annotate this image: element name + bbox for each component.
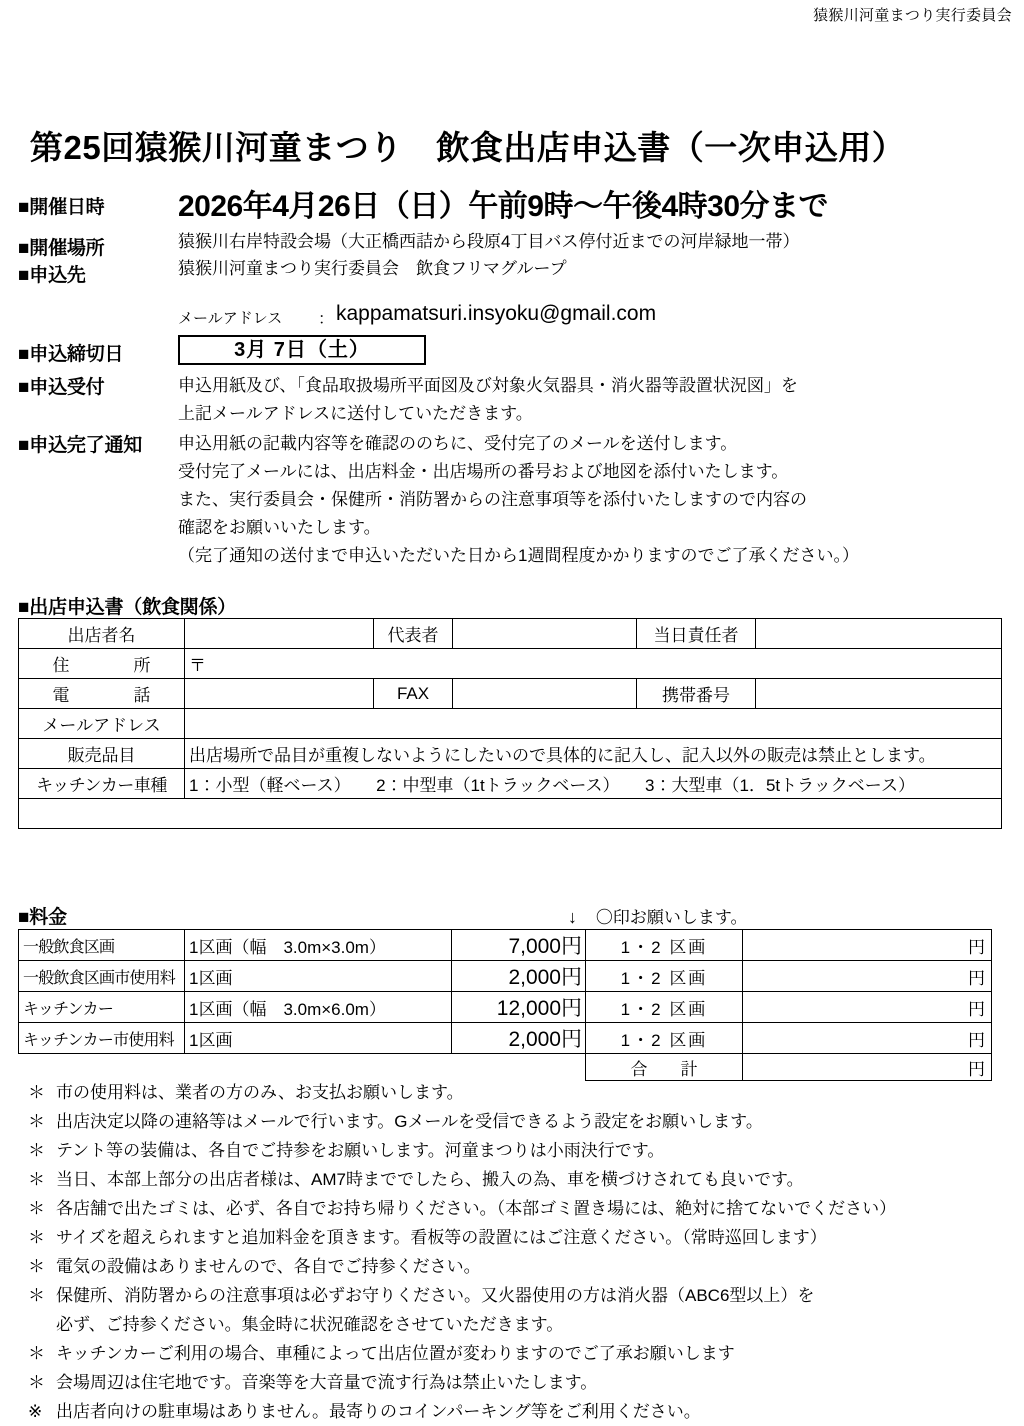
fee-table xyxy=(18,929,992,1081)
info-row-completion-notice xyxy=(18,430,1008,570)
fee-unit-2: 1区画（幅 3.0m×6.0m） xyxy=(185,992,452,1023)
table-row-items xyxy=(19,739,1002,769)
table-row-name xyxy=(19,619,1002,649)
field-address[interactable]: 〒 xyxy=(185,649,1002,679)
field-shop-name[interactable] xyxy=(185,619,374,649)
list-item xyxy=(18,1165,1008,1194)
field-day-responsible[interactable] xyxy=(756,619,1002,649)
info-row-email xyxy=(18,304,1008,328)
info-row-datetime xyxy=(18,192,1008,222)
fee-name-1: 一般飲食区画市使用料 xyxy=(19,961,185,992)
note-text: 各店舗で出たゴミは、必ず、各自でお持ち帰りください。（本部ゴミ置き場には、絶対に捨てないでください） xyxy=(56,1199,897,1218)
spacer-cell-a xyxy=(19,1054,185,1081)
fee-unit-1: 1区画 xyxy=(185,961,452,992)
fee-name-0: 一般飲食区画 xyxy=(19,930,185,961)
fee-amount-3[interactable]: 円 xyxy=(743,1023,992,1054)
deadline-label: ■申込締切日 xyxy=(18,344,124,365)
list-item xyxy=(18,1397,1008,1426)
email-address[interactable]: kappamatsuri.insyoku@gmail.com xyxy=(336,302,657,325)
reception-line-2: 上記メールアドレスに送付していただきます。 xyxy=(178,404,533,423)
info-row-deadline xyxy=(18,339,1008,363)
bullet-icon: ＊ xyxy=(28,1112,45,1131)
note-text: 電気の設備はありませんので、各自でご持参ください。 xyxy=(56,1257,481,1276)
cell-fax-label: FAX xyxy=(374,679,453,709)
list-item xyxy=(18,1078,1008,1107)
field-kitchencar-type[interactable]: 1：小型（軽ベース） 2：中型車（1tトラックベース） 3：大型車（1．5tトラックベース） xyxy=(185,769,1002,799)
list-item xyxy=(18,1194,1008,1223)
note-text: サイズを超えられますと追加料金を頂きます。看板等の設置にはご注意ください。（常時巡回します） xyxy=(56,1228,827,1247)
datetime-label: ■開催日時 xyxy=(18,197,105,218)
fee-price-0: 7,000円 xyxy=(452,930,586,961)
application-form-table xyxy=(18,618,1002,829)
fee-section-heading: ■料金 xyxy=(18,907,67,928)
note-text: テント等の装備は、各自でご持参をお願いします。河童まつりは小雨決行です。 xyxy=(56,1141,665,1160)
field-mail[interactable] xyxy=(185,709,1002,739)
email-colon: ： xyxy=(318,311,335,328)
fee-count-1[interactable]: 1・2 区画 xyxy=(586,961,743,992)
table-row xyxy=(19,961,992,992)
notes-list xyxy=(18,1078,1008,1426)
field-fax[interactable] xyxy=(453,679,637,709)
deadline-box: 3月 7日（土） xyxy=(178,335,426,365)
bullet-icon: ＊ xyxy=(28,1141,45,1160)
table-row-spare xyxy=(19,799,1002,829)
bullet-icon: ＊ xyxy=(28,1170,45,1189)
cell-mobile-label: 携帯番号 xyxy=(637,679,756,709)
fee-name-2: キッチンカー xyxy=(19,992,185,1023)
fee-amount-0[interactable]: 円 xyxy=(743,930,992,961)
list-item-continuation xyxy=(18,1310,1008,1339)
email-label: メールアドレス xyxy=(178,310,283,327)
field-items[interactable]: 出店場所で品目が重複しないようにしたいので具体的に記入し、記入以外の販売は禁止とします。 xyxy=(185,739,1002,769)
list-item xyxy=(18,1223,1008,1252)
notice-line-2: 受付完了メールには、出店料金・出店場所の番号および地図を添付いたします。 xyxy=(178,462,789,481)
cell-kitchencar-label: キッチンカー車種 xyxy=(19,769,185,799)
fee-price-3: 2,000円 xyxy=(452,1023,586,1054)
cell-tel-label: 電 話 xyxy=(19,679,185,709)
form-section-heading: ■出店申込書（飲食関係） xyxy=(18,597,237,618)
fee-name-3: キッチンカー市使用料 xyxy=(19,1023,185,1054)
list-item xyxy=(18,1252,1008,1281)
bullet-icon: ＊ xyxy=(28,1373,45,1392)
table-row xyxy=(19,1023,992,1054)
total-amount[interactable]: 円 xyxy=(743,1054,992,1081)
bullet-icon: ※ xyxy=(28,1402,43,1421)
bullet-icon: ＊ xyxy=(28,1344,45,1363)
table-row-address xyxy=(19,649,1002,679)
list-item xyxy=(18,1107,1008,1136)
total-label: 合 計 xyxy=(586,1054,743,1081)
fee-hint-text: 〇印お願いします。 xyxy=(595,908,748,927)
note-text: キッチンカーご利用の場合、車種によって出店位置が変わりますのでご了承お願いします xyxy=(56,1344,735,1363)
notice-line-4: 確認をお願いいたします。 xyxy=(178,518,381,537)
list-item xyxy=(18,1368,1008,1397)
table-row-mail xyxy=(19,709,1002,739)
spacer-cell-b xyxy=(185,1054,452,1081)
spacer-cell-c xyxy=(452,1054,586,1081)
apply-to-value: 猿猴川河童まつり実行委員会 飲食フリマグループ xyxy=(178,259,567,278)
list-item xyxy=(18,1281,1008,1310)
cell-representative-label: 代表者 xyxy=(374,619,453,649)
field-spare[interactable] xyxy=(19,799,1002,829)
note-text: 当日、本部上部分の出店者様は、AM7時まででしたら、搬入の為、車を横づけされても良いです。 xyxy=(56,1170,804,1189)
table-row xyxy=(19,992,992,1023)
fee-amount-2[interactable]: 円 xyxy=(743,992,992,1023)
list-item xyxy=(18,1339,1008,1368)
note-text-continued: 必ず、ご持参ください。集金時に状況確認をさせていただきます。 xyxy=(56,1315,564,1334)
cell-shop-name-label: 出店者名 xyxy=(19,619,185,649)
bullet-icon: ＊ xyxy=(28,1257,45,1276)
table-row-tel xyxy=(19,679,1002,709)
note-text: 市の使用料は、業者の方のみ、お支払お願いします。 xyxy=(56,1083,464,1102)
fee-count-0[interactable]: 1・2 区画 xyxy=(586,930,743,961)
field-mobile[interactable] xyxy=(756,679,1002,709)
field-representative[interactable] xyxy=(453,619,637,649)
apply-to-label: ■申込先 xyxy=(18,265,86,286)
bullet-icon: ＊ xyxy=(28,1199,45,1218)
table-row-total xyxy=(19,1054,992,1081)
notice-line-1: 申込用紙の記載内容等を確認ののちに、受付完了のメールを送付します。 xyxy=(178,434,738,453)
fee-price-1: 2,000円 xyxy=(452,961,586,992)
note-text: 出店決定以降の連絡等はメールで行います。Gメールを受信できるよう設定をお願いします。 xyxy=(56,1112,763,1131)
list-item xyxy=(18,1136,1008,1165)
bullet-icon: ＊ xyxy=(28,1228,45,1247)
place-label: ■開催場所 xyxy=(18,238,105,259)
place-value: 猿猴川右岸特設会場（大正橋西詰から段原4丁目バス停付近までの河岸緑地一帯） xyxy=(178,232,800,251)
note-text: 保健所、消防署からの注意事項は必ずお守りください。又火器使用の方は消火器（ABC6型以上）を xyxy=(56,1286,815,1305)
info-row-place xyxy=(18,233,1008,257)
info-row-reception xyxy=(18,372,1008,428)
cell-day-responsible-label: 当日責任者 xyxy=(637,619,756,649)
fee-unit-3: 1区画 xyxy=(185,1023,452,1054)
cell-mail-label: メールアドレス xyxy=(19,709,185,739)
reception-label: ■申込受付 xyxy=(18,377,105,398)
datetime-value: 2026年4月26日（日）午前9時〜午後4時30分まで xyxy=(178,190,829,223)
fee-count-2[interactable]: 1・2 区画 xyxy=(586,992,743,1023)
table-row xyxy=(19,930,992,961)
fee-price-2: 12,000円 xyxy=(452,992,586,1023)
cell-address-label: 住 所 xyxy=(19,649,185,679)
page-title: 第25回猿猴川河童まつり 飲食出店申込書（一次申込用） xyxy=(30,129,906,166)
note-text: 出店者向けの駐車場はありません。最寄りのコインパーキング等をご利用ください。 xyxy=(56,1402,701,1421)
notice-line-3: また、実行委員会・保健所・消防署からの注意事項等を添付いたしますので内容の xyxy=(178,490,807,509)
bullet-icon: ＊ xyxy=(28,1083,45,1102)
fee-unit-0: 1区画（幅 3.0m×3.0m） xyxy=(185,930,452,961)
notice-line-5: （完了通知の送付まで申込いただいた日から1週間程度かかりますのでご了承ください。） xyxy=(178,546,859,565)
field-tel[interactable] xyxy=(185,679,374,709)
reception-line-1: 申込用紙及び、「食品取扱場所平面図及び対象火気器具・消火器等設置状況図」を xyxy=(178,376,798,395)
fee-amount-1[interactable]: 円 xyxy=(743,961,992,992)
down-arrow-icon: ↓ xyxy=(568,907,577,927)
table-row-kitchencar xyxy=(19,769,1002,799)
fee-count-3[interactable]: 1・2 区画 xyxy=(586,1023,743,1054)
completion-notice-label: ■申込完了通知 xyxy=(18,435,143,456)
info-row-apply-to xyxy=(18,260,1008,284)
note-text: 会場周辺は住宅地です。音楽等を大音量で流す行為は禁止いたします。 xyxy=(56,1373,598,1392)
organization-line: 猿猴川河童まつり実行委員会 xyxy=(813,7,1012,24)
fee-hint xyxy=(568,903,748,928)
cell-items-label: 販売品目 xyxy=(19,739,185,769)
bullet-icon: ＊ xyxy=(28,1286,45,1305)
